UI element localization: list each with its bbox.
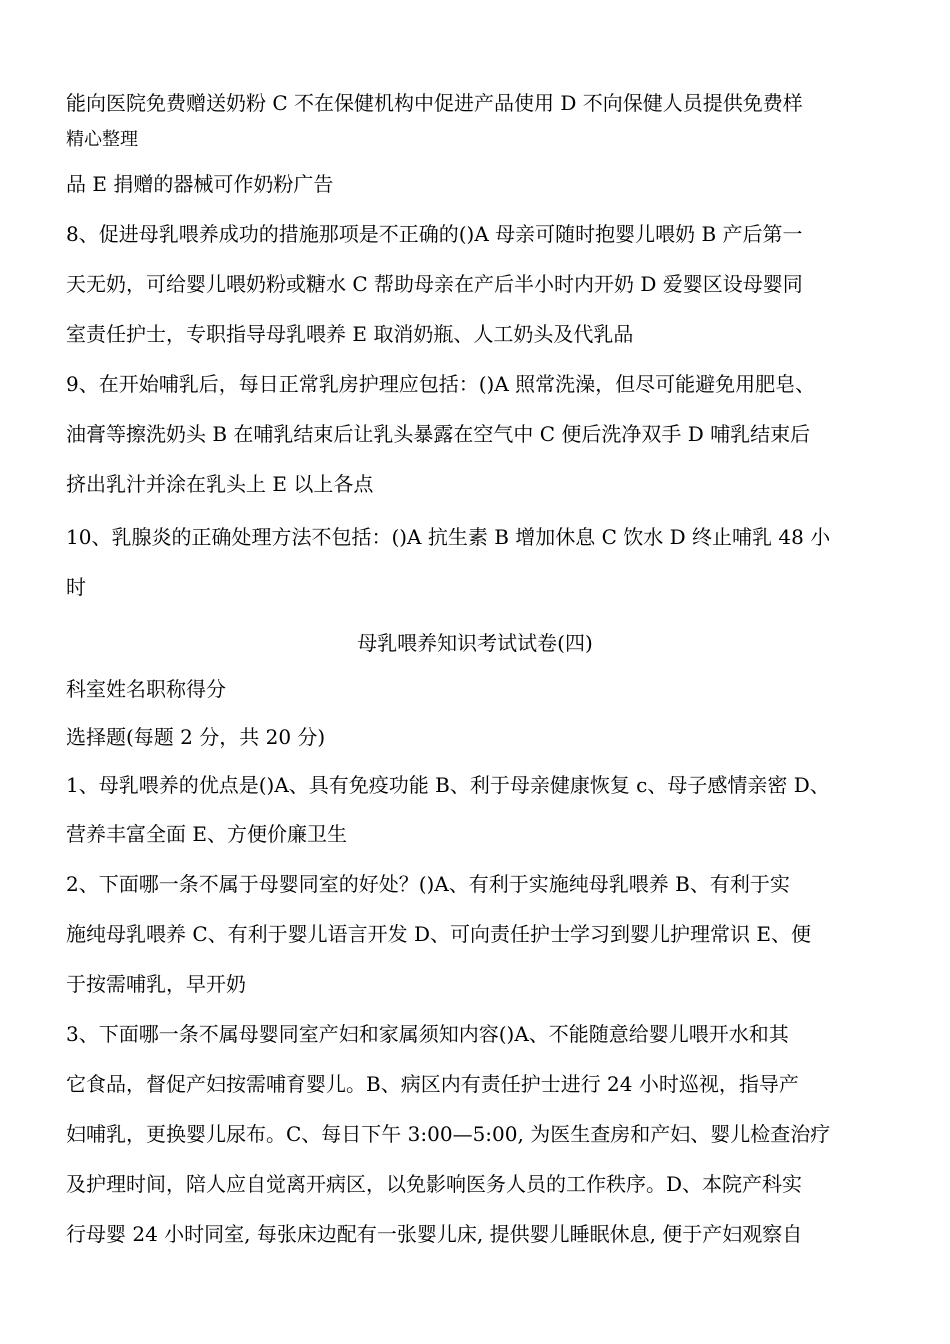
question-1: 1、母乳喂养的优点是()A、具有免疫功能 B、利于母亲健康恢复 c、母子感情亲密 D、: [66, 773, 830, 797]
text-line: 挤出乳汁并涂在乳头上 E 以上各点: [66, 472, 374, 496]
text-line: 施纯母乳喂养 C、有利于婴儿语言开发 D、可向责任护士学习到婴儿护理常识 E、便: [66, 922, 812, 946]
text-line: 妇哺乳，更换婴儿尿布。C、每日下午 3:00—5:00, 为医生查房和产妇、婴儿检查治疗: [66, 1122, 831, 1146]
header-note: 精心整理: [66, 129, 138, 150]
text-line: 能向医院免费赠送奶粉 C 不在保健机构中促进产品使用 D 不向保健人员提供免费样: [66, 91, 803, 115]
question-3: 3、下面哪一条不属母婴同室产妇和家属须知内容()A、不能随意给婴儿喂开水和其: [66, 1022, 789, 1046]
text-line: 品 E 捐赠的器械可作奶粉广告: [66, 172, 334, 196]
text-line: 营养丰富全面 E、方便价廉卫生: [66, 822, 347, 846]
text-line: 天无奶，可给婴儿喂奶粉或糖水 C 帮助母亲在产后半小时内开奶 D 爱婴区设母婴同: [66, 272, 803, 296]
exam-title: 母乳喂养知识考试试卷(四): [357, 631, 593, 655]
text-line: 它食品，督促产妇按需哺育婴儿。B、病区内有责任护士进行 24 小时巡视，指导产: [66, 1072, 799, 1096]
question-10: 10、乳腺炎的正确处理方法不包括：()A 抗生素 B 增加休息 C 饮水 D 终止哺乳 48 小: [66, 525, 831, 549]
question-2: 2、下面哪一条不属于母婴同室的好处？()A、有利于实施纯母乳喂养 B、有利于实: [66, 872, 790, 896]
text-line: 行母婴 24 小时同室, 每张床边配有一张婴儿床, 提供婴儿睡眠休息, 便于产妇观察自: [66, 1222, 803, 1246]
text-line: 油膏等擦洗奶头 B 在哺乳结束后让乳头暴露在空气中 C 便后洗净双手 D 哺乳结束后: [66, 422, 811, 446]
section-heading: 选择题(每题 2 分，共 20 分): [66, 725, 326, 749]
text-line: 及护理时间，陪人应自觉离开病区，以免影响医务人员的工作秩序。D、本院产科实: [66, 1172, 803, 1196]
question-8: 8、促进母乳喂养成功的措施那项是不正确的()A 母亲可随时抱婴儿喂奶 B 产后第一: [66, 222, 803, 246]
text-line: 时: [66, 575, 86, 599]
info-fields: 科室姓名职称得分: [66, 677, 226, 701]
text-line: 于按需哺乳，早开奶: [66, 972, 246, 996]
text-line: 室责任护士，专职指导母乳喂养 E 取消奶瓶、人工奶头及代乳品: [66, 322, 634, 346]
question-9: 9、在开始哺乳后，每日正常乳房护理应包括：()A 照常洗澡，但尽可能避免用肥皂、: [66, 372, 816, 396]
